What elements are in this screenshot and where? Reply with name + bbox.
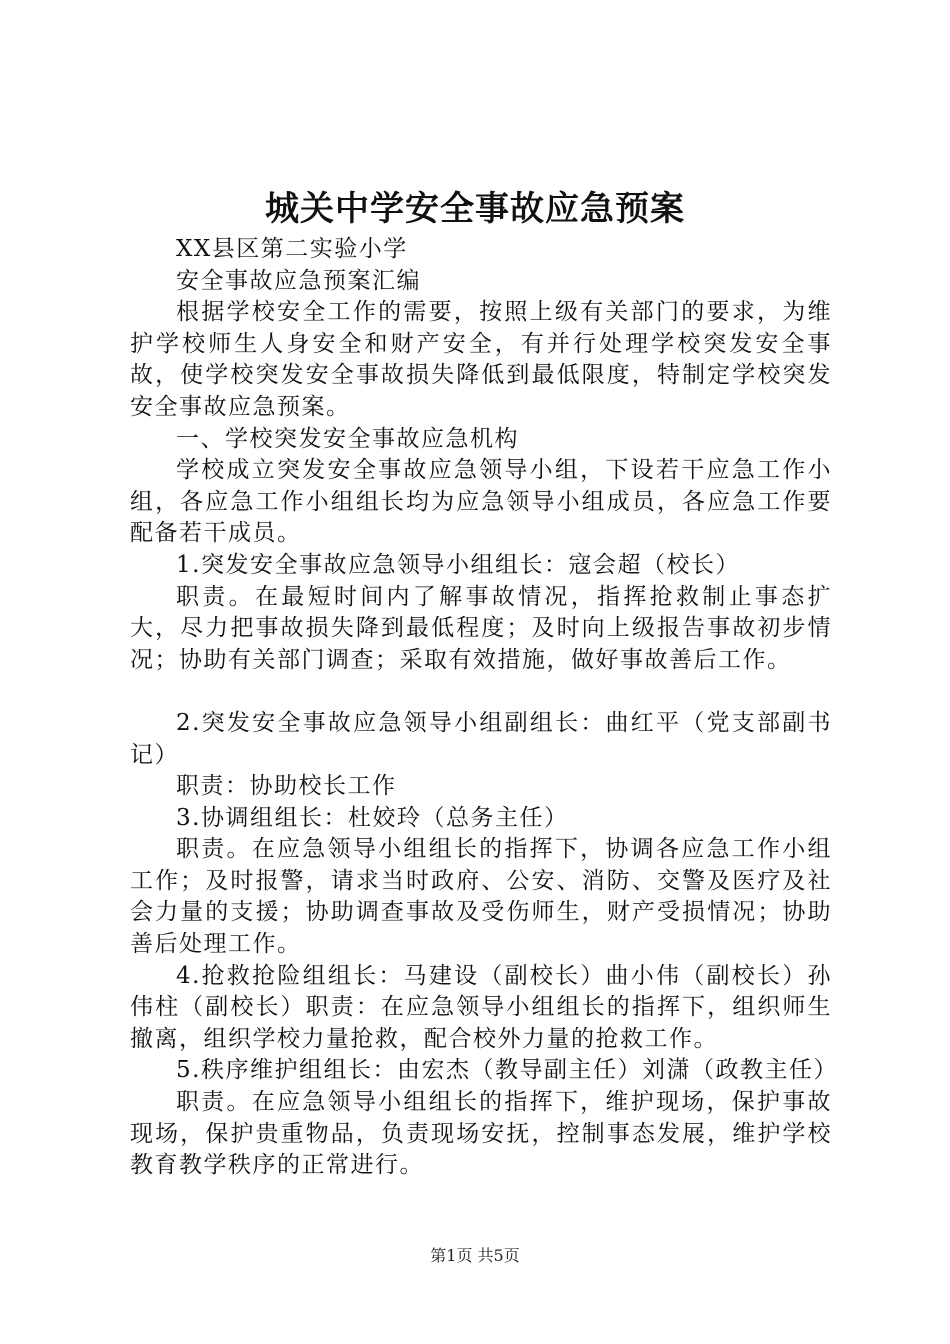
item-coordination-group: 3.协调组组长：杜姣玲（总务主任） xyxy=(176,804,569,831)
item-coordination-duties: 职责。在应急领导小组组长的指挥下，协调各应急工作小组工作；及时报警，请求当时政府、公安、消防、交警及医疗及社会力量的支援；协助调查事故及受伤师生，财产受损情况；协助善后处理工作。 xyxy=(130,836,832,958)
item-deputy-duties: 职责：协助校长工作 xyxy=(176,773,397,800)
item-order-duties: 职责。在应急领导小组组长的指挥下，维护现场，保护事故现场，保护贵重物品，负责现场安抚，控制事态发展，维护学校教育教学秩序的正常进行。 xyxy=(130,1089,832,1179)
page-number-footer: 第1页 共5页 xyxy=(430,1246,520,1265)
document-title: 城关中学安全事故应急预案 xyxy=(265,189,685,229)
item-deputy-leader: 2.突发安全事故应急领导小组副组长：曲红平（党支部副书记） xyxy=(130,709,832,768)
paragraph-intro: 根据学校安全工作的需要，按照上级有关部门的要求，为维护学校师生人身安全和财产安全，有并行处理学校突发安全事故，使学校突发安全事故损失降低到最低限度，特制定学校突发安全事故应急预案。 xyxy=(130,299,832,420)
section-heading-organization: 一、学校突发安全事故应急机构 xyxy=(176,425,519,452)
item-leader-duties: 职责。在最短时间内了解事故情况，指挥抢救制止事态扩大，尽力把事故损失降到最低程度；及时向上级报告事故初步情况；协助有关部门调查；采取有效措施，做好事故善后工作。 xyxy=(130,583,832,673)
paragraph-school-name: XX县区第二实验小学 xyxy=(176,236,408,262)
item-order-group: 5.秩序维护组组长：由宏杰（教导副主任）刘潇（政教主任） xyxy=(176,1057,838,1084)
paragraph-organization: 学校成立突发安全事故应急领导小组，下设若干应急工作小组，各应急工作小组组长均为应急领导小组成员，各应急工作要配备若干成员。 xyxy=(130,457,832,547)
item-leader: 1.突发安全事故应急领导小组组长：寇会超（校长） xyxy=(176,551,740,578)
paragraph-compilation-title: 安全事故应急预案汇编 xyxy=(176,267,421,294)
item-rescue-group: 4.抢救抢险组组长：马建设（副校长）曲小伟（副校长）孙伟柱（副校长）职责：在应急领导小组组长的指挥下，组织师生撤离，组织学校力量抢救，配合校外力量的抢救工作。 xyxy=(130,962,832,1052)
document-body xyxy=(130,234,838,1182)
